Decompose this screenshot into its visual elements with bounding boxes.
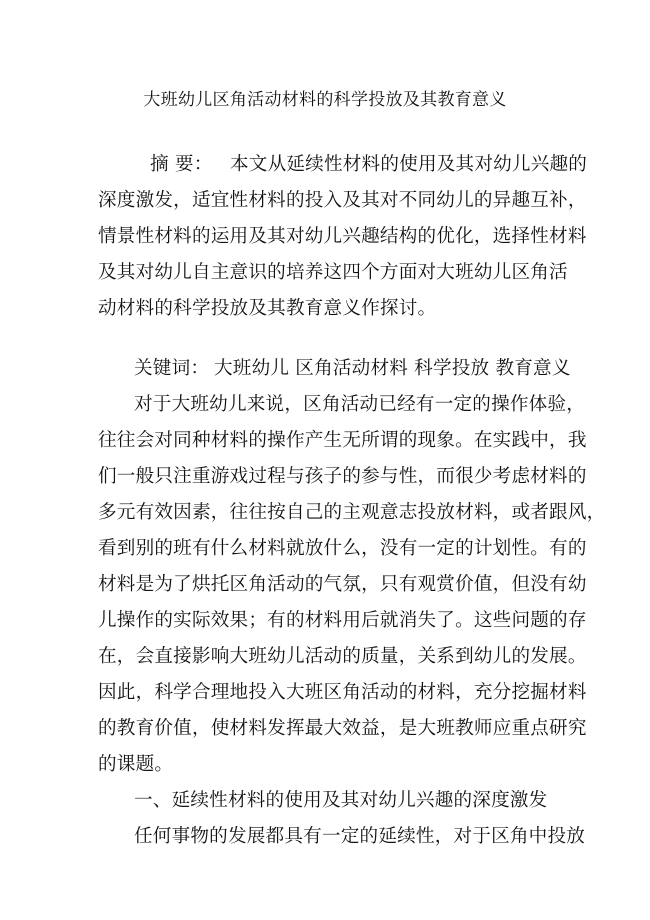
body-line: 的教育价值，使材料发挥最大效益，是大班教师应重点研究 [98,718,587,739]
body-line: 往往会对同种材料的操作产生无所谓的现象。在实践中，我 [98,430,587,451]
body-line: 看到别的班有什么材料就放什么，没有一定的计划性。有的 [98,538,587,559]
abstract-label: 摘 要： [150,154,213,175]
abstract-line: 深度激发，适宜性材料的投入及其对不同幼儿的异趣互补， [98,190,587,211]
body-line: 们一般只注重游戏过程与孩子的参与性，而很少考虑材料的 [98,466,587,487]
abstract-line: 情景性材料的运用及其对幼儿兴趣结构的优化，选择性材料 [98,226,587,247]
document-title: 大班幼儿区角活动材料的科学投放及其教育意义 [143,90,507,110]
abstract-line: 动材料的科学投放及其教育意义作探讨。 [98,298,437,319]
body-line: 因此，科学合理地投入大班区角活动的材料，充分挖掘材料 [98,682,587,703]
body-line: 对于大班幼儿来说，区角活动已经有一定的操作体验， [134,394,586,415]
section-heading: 一、延续性材料的使用及其对幼儿兴趣的深度激发 [134,790,548,811]
abstract-line: 及其对幼儿自主意识的培养这四个方面对大班幼儿区角活 [98,262,568,283]
body-line: 在，会直接影响大班幼儿活动的质量，关系到幼儿的发展。 [98,646,587,667]
abstract-line: 本文从延续性材料的使用及其对幼儿兴趣的 [230,154,588,175]
body-line: 多元有效因素，往往按自己的主观意志投放材料，或者跟风， [98,502,606,523]
keywords-text: 大班幼儿 区角活动材料 科学投放 教育意义 [214,358,571,379]
body-line: 儿操作的实际效果；有的材料用后就消失了。这些问题的存 [98,610,587,631]
body-line: 任何事物的发展都具有一定的延续性，对于区角中投放 [134,826,586,847]
keywords-label: 关键词： [134,358,210,379]
body-line: 的课题。 [98,754,174,775]
body-line: 材料是为了烘托区角活动的气氛，只有观赏价值，但没有幼 [98,574,587,595]
